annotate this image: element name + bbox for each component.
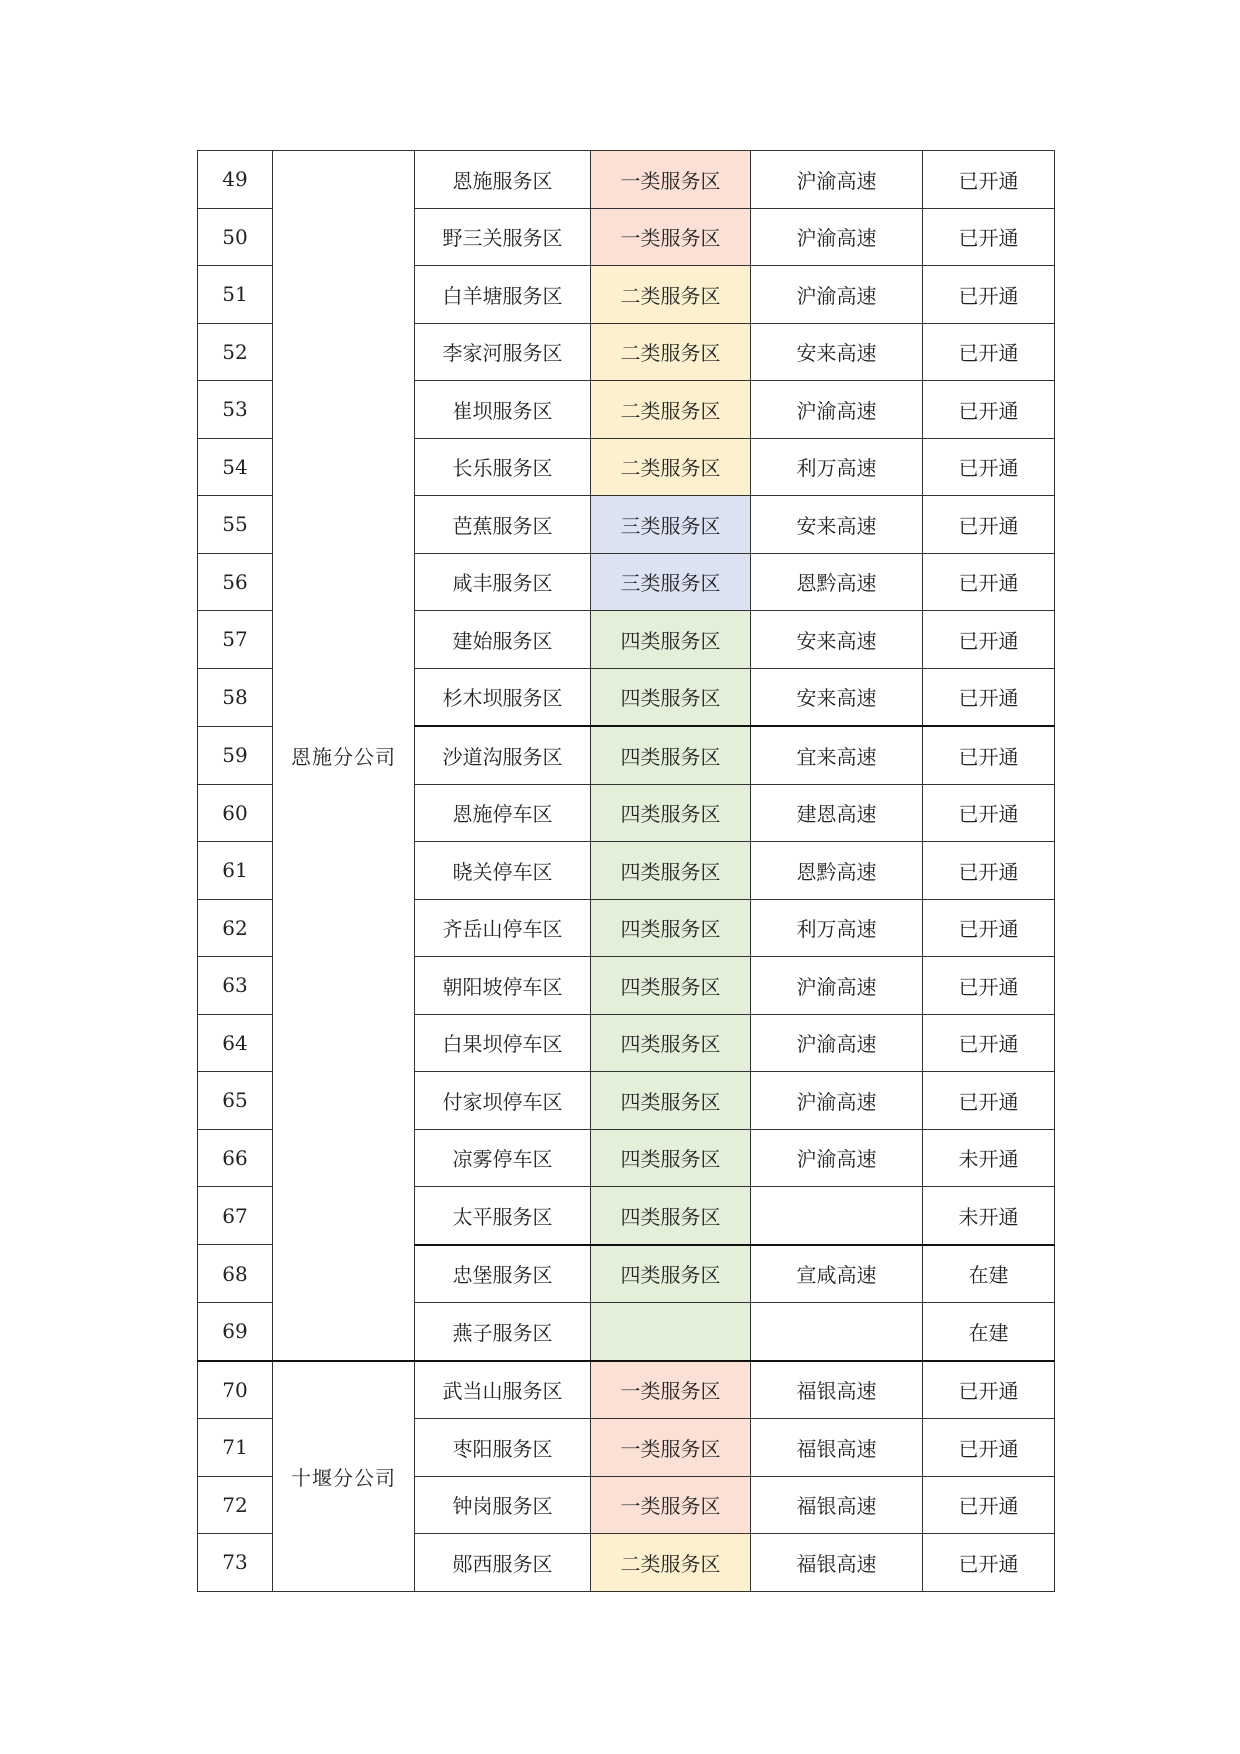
service-area-type: 四类服务区 (591, 1014, 751, 1072)
highway-name: 福银高速 (751, 1476, 923, 1534)
highway-name: 宣咸高速 (751, 1245, 923, 1303)
service-area-name: 郧西服务区 (415, 1534, 591, 1592)
status-cell: 已开通 (923, 611, 1055, 669)
service-area-name: 武当山服务区 (415, 1361, 591, 1419)
service-area-type: 一类服务区 (591, 1361, 751, 1419)
highway-name: 沪渝高速 (751, 266, 923, 324)
service-area-type: 一类服务区 (591, 1476, 751, 1534)
status-cell: 在建 (923, 1303, 1055, 1361)
row-number: 53 (198, 381, 273, 439)
service-area-name: 白果坝停车区 (415, 1014, 591, 1072)
row-number: 57 (198, 611, 273, 669)
service-area-type: 四类服务区 (591, 957, 751, 1015)
status-cell: 未开通 (923, 1129, 1055, 1187)
service-area-name: 恩施服务区 (415, 151, 591, 209)
row-number: 55 (198, 496, 273, 554)
service-area-type: 一类服务区 (591, 208, 751, 266)
row-number: 63 (198, 957, 273, 1015)
status-cell: 未开通 (923, 1187, 1055, 1245)
highway-name: 沪渝高速 (751, 957, 923, 1015)
service-area-type: 四类服务区 (591, 1187, 751, 1245)
service-area-type: 二类服务区 (591, 323, 751, 381)
status-cell: 已开通 (923, 266, 1055, 324)
service-area-type: 四类服务区 (591, 1129, 751, 1187)
highway-name (751, 1303, 923, 1361)
table-row (198, 151, 1055, 209)
status-cell: 已开通 (923, 496, 1055, 554)
highway-name: 建恩高速 (751, 784, 923, 842)
row-number: 68 (198, 1245, 273, 1303)
service-area-type: 三类服务区 (591, 553, 751, 611)
service-area-table (197, 150, 1055, 1592)
service-area-type: 一类服务区 (591, 1419, 751, 1477)
service-area-name: 芭蕉服务区 (415, 496, 591, 554)
status-cell: 已开通 (923, 899, 1055, 957)
row-number: 50 (198, 208, 273, 266)
status-cell: 已开通 (923, 438, 1055, 496)
status-cell: 已开通 (923, 208, 1055, 266)
highway-name: 沪渝高速 (751, 381, 923, 439)
service-area-name: 枣阳服务区 (415, 1419, 591, 1477)
row-number: 51 (198, 266, 273, 324)
service-area-name: 咸丰服务区 (415, 553, 591, 611)
status-cell: 已开通 (923, 323, 1055, 381)
table-body (198, 151, 1055, 1592)
service-area-type: 三类服务区 (591, 496, 751, 554)
service-area-type: 四类服务区 (591, 784, 751, 842)
highway-name: 福银高速 (751, 1361, 923, 1419)
status-cell: 已开通 (923, 726, 1055, 784)
highway-name: 安来高速 (751, 496, 923, 554)
highway-name: 沪渝高速 (751, 1129, 923, 1187)
row-number: 49 (198, 151, 273, 209)
row-number: 64 (198, 1014, 273, 1072)
service-area-name: 燕子服务区 (415, 1303, 591, 1361)
highway-name: 沪渝高速 (751, 151, 923, 209)
service-area-name: 建始服务区 (415, 611, 591, 669)
service-area-name: 凉雾停车区 (415, 1129, 591, 1187)
highway-name: 福银高速 (751, 1419, 923, 1477)
service-area-type: 四类服务区 (591, 1245, 751, 1303)
row-number: 73 (198, 1534, 273, 1592)
table-row (198, 1361, 1055, 1419)
status-cell: 已开通 (923, 668, 1055, 726)
status-cell: 已开通 (923, 1534, 1055, 1592)
highway-name: 利万高速 (751, 899, 923, 957)
service-area-type: 四类服务区 (591, 668, 751, 726)
status-cell: 已开通 (923, 957, 1055, 1015)
service-area-name: 太平服务区 (415, 1187, 591, 1245)
service-area-name: 钟岗服务区 (415, 1476, 591, 1534)
status-cell: 已开通 (923, 842, 1055, 900)
service-area-name: 付家坝停车区 (415, 1072, 591, 1130)
service-area-type: 一类服务区 (591, 151, 751, 209)
row-number: 70 (198, 1361, 273, 1419)
status-cell: 已开通 (923, 1072, 1055, 1130)
service-area-type: 四类服务区 (591, 611, 751, 669)
row-number: 56 (198, 553, 273, 611)
highway-name: 安来高速 (751, 323, 923, 381)
service-area-type: 二类服务区 (591, 266, 751, 324)
service-area-name: 野三关服务区 (415, 208, 591, 266)
service-area-name: 朝阳坡停车区 (415, 957, 591, 1015)
row-number: 61 (198, 842, 273, 900)
row-number: 71 (198, 1419, 273, 1477)
status-cell: 已开通 (923, 553, 1055, 611)
highway-name (751, 1187, 923, 1245)
highway-name: 安来高速 (751, 668, 923, 726)
service-area-type: 二类服务区 (591, 1534, 751, 1592)
highway-name: 宜来高速 (751, 726, 923, 784)
row-number: 65 (198, 1072, 273, 1130)
status-cell: 在建 (923, 1245, 1055, 1303)
service-area-type: 四类服务区 (591, 842, 751, 900)
service-area-name: 忠堡服务区 (415, 1245, 591, 1303)
status-cell: 已开通 (923, 151, 1055, 209)
highway-name: 恩黔高速 (751, 842, 923, 900)
highway-name: 福银高速 (751, 1534, 923, 1592)
row-number: 67 (198, 1187, 273, 1245)
highway-name: 沪渝高速 (751, 208, 923, 266)
service-area-name: 李家河服务区 (415, 323, 591, 381)
row-number: 69 (198, 1303, 273, 1361)
row-number: 58 (198, 668, 273, 726)
status-cell: 已开通 (923, 381, 1055, 439)
row-number: 72 (198, 1476, 273, 1534)
service-area-name: 沙道沟服务区 (415, 726, 591, 784)
service-area-type: 四类服务区 (591, 726, 751, 784)
row-number: 66 (198, 1129, 273, 1187)
service-area-type: 四类服务区 (591, 899, 751, 957)
status-cell: 已开通 (923, 1014, 1055, 1072)
row-number: 62 (198, 899, 273, 957)
service-area-type: 二类服务区 (591, 381, 751, 439)
status-cell: 已开通 (923, 1361, 1055, 1419)
highway-name: 安来高速 (751, 611, 923, 669)
service-area-name: 长乐服务区 (415, 438, 591, 496)
status-cell: 已开通 (923, 1419, 1055, 1477)
highway-name: 沪渝高速 (751, 1014, 923, 1072)
row-number: 60 (198, 784, 273, 842)
company-cell: 恩施分公司 (273, 151, 415, 1361)
highway-name: 沪渝高速 (751, 1072, 923, 1130)
company-cell: 十堰分公司 (273, 1361, 415, 1592)
status-cell: 已开通 (923, 1476, 1055, 1534)
service-area-name: 杉木坝服务区 (415, 668, 591, 726)
row-number: 59 (198, 726, 273, 784)
service-area-name: 恩施停车区 (415, 784, 591, 842)
service-area-name: 崔坝服务区 (415, 381, 591, 439)
highway-name: 恩黔高速 (751, 553, 923, 611)
status-cell: 已开通 (923, 784, 1055, 842)
row-number: 52 (198, 323, 273, 381)
service-area-type: 四类服务区 (591, 1072, 751, 1130)
service-area-name: 齐岳山停车区 (415, 899, 591, 957)
highway-name: 利万高速 (751, 438, 923, 496)
row-number: 54 (198, 438, 273, 496)
service-area-name: 白羊塘服务区 (415, 266, 591, 324)
service-area-type (591, 1303, 751, 1361)
service-area-type: 二类服务区 (591, 438, 751, 496)
service-area-name: 晓关停车区 (415, 842, 591, 900)
